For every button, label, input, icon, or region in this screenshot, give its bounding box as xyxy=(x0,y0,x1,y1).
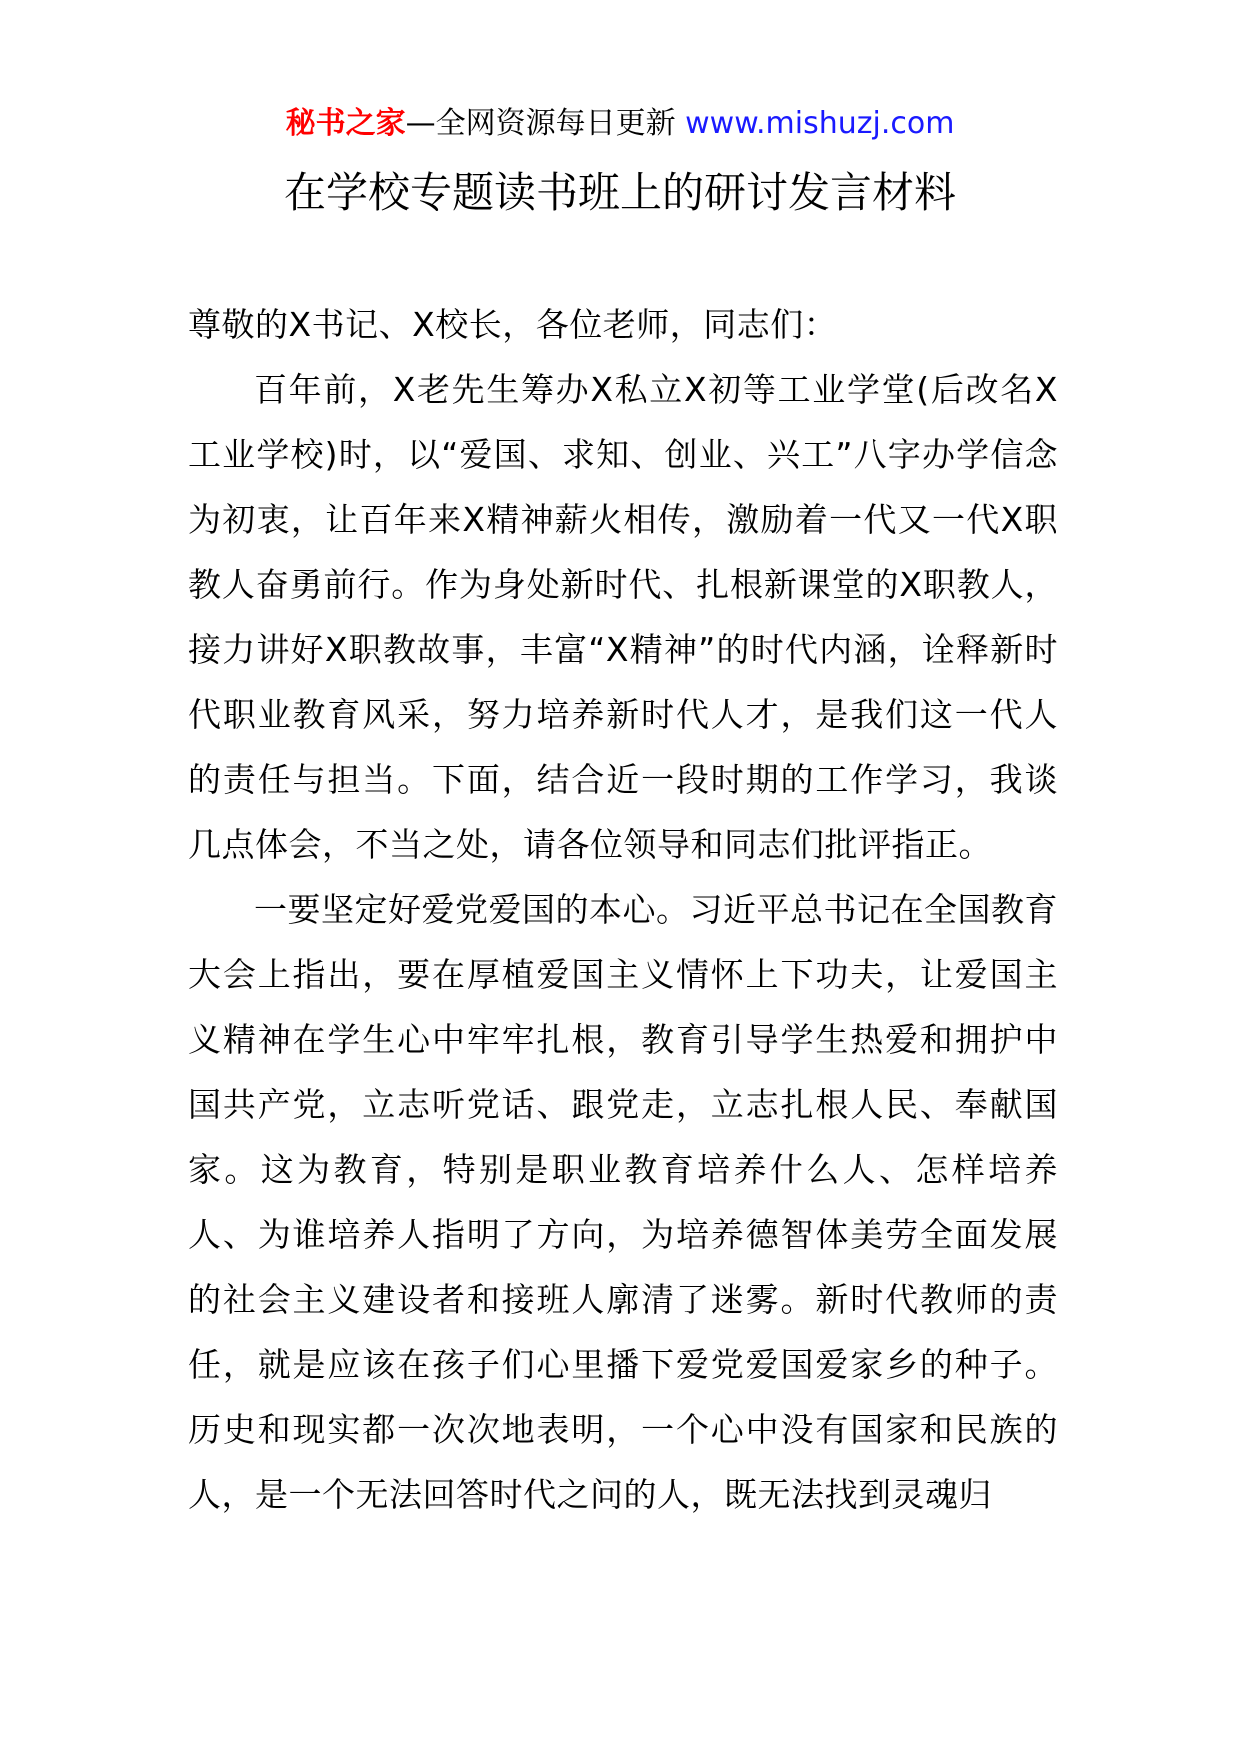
header-slogan: —全网资源每日更新 xyxy=(405,106,676,141)
website-link[interactable]: www.mishuzj.com xyxy=(685,106,955,141)
paragraph: 一要坚定好爱党爱国的本心。习近平总书记在全国教育大会上指出，要在厚植爱国主义情怀上下功夫，让爱国主义精神在学生心中牢牢扎根，教育引导学生热爱和拥护中国共产党，立志听党话、跟党走，立志扎根人民、奉献国家。这为教育，特别是职业教育培养什么人、怎样培养人、为谁培养人指明了方向，为培养德智体美劳全面发展的社会主义建设者和接班人廓清了迷雾。新时代教师的责任，就是应该在孩子们心里播下爱党爱国爱家乡的种子。历史和现实都一次次地表明，一个心中没有国家和民族的人，是一个无法回答时代之问的人，既无法找到灵魂归 xyxy=(188,890,1058,1514)
salutation: 尊敬的X书记、X校长，各位老师，同志们： xyxy=(188,305,838,344)
document-body xyxy=(188,292,1058,1527)
page-header xyxy=(0,102,1240,146)
brand-name: 秘书之家 xyxy=(285,106,406,141)
paragraph: 百年前，X老先生筹办X私立X初等工业学堂(后改名X工业学校)时，以“爱国、求知、创业、兴工”八字办学信念为初衷，让百年来X精神薪火相传，激励着一代又一代X职教人奋勇前行。作为身处新时代、扎根新课堂的X职教人，接力讲好X职教故事，丰富“X精神”的时代内涵，诠释新时代职业教育风采，努力培养新时代人才，是我们这一代人的责任与担当。下面，结合近一段时期的工作学习，我谈几点体会，不当之处，请各位领导和同志们批评指正。 xyxy=(188,370,1058,864)
document-title: 在学校专题读书班上的研讨发言材料 xyxy=(283,168,956,217)
